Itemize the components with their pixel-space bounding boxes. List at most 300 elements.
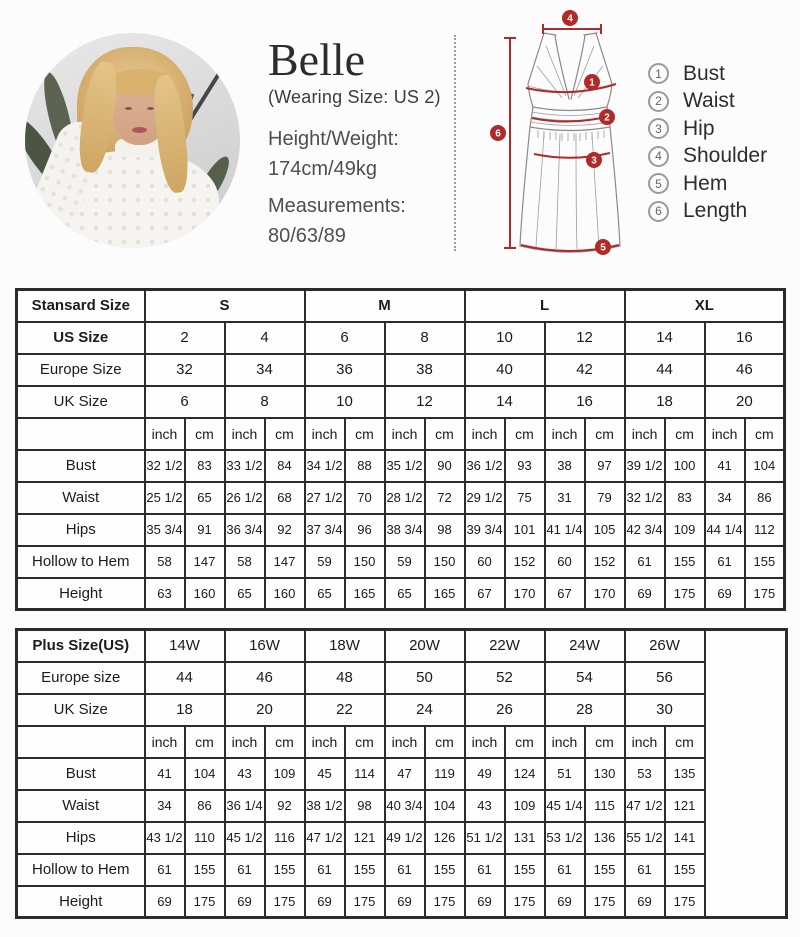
- measure-cell: 160: [185, 578, 225, 610]
- measure-cell: 61: [625, 546, 665, 578]
- table-row: [17, 546, 785, 578]
- measure-cell: 114: [345, 758, 385, 790]
- size-cell: 6: [145, 386, 225, 418]
- dotted-divider: [454, 35, 456, 251]
- measure-cell: 59: [305, 546, 345, 578]
- size-cell: 16: [705, 322, 785, 354]
- table-row: [17, 822, 787, 854]
- size-cell: 50: [385, 662, 465, 694]
- row-label: Hips: [17, 514, 145, 546]
- size-cell: 4: [225, 322, 305, 354]
- photo-model-eye: [125, 107, 132, 110]
- dress-measurement-diagram: [458, 6, 648, 270]
- size-cell: 44: [625, 354, 705, 386]
- table-row: [17, 578, 785, 610]
- unit-cell: cm: [345, 726, 385, 758]
- size-cell: 20: [705, 386, 785, 418]
- measure-cell: 155: [745, 546, 785, 578]
- measure-cell: 175: [425, 886, 465, 918]
- table-row: [17, 450, 785, 482]
- measure-cell: 41: [705, 450, 745, 482]
- measure-cell: 75: [505, 482, 545, 514]
- unit-cell: inch: [545, 418, 585, 450]
- measure-cell: 150: [345, 546, 385, 578]
- table-row: [17, 886, 787, 918]
- row-label: Hollow to Hem: [17, 546, 145, 578]
- measure-cell: 68: [265, 482, 305, 514]
- measure-cell: 43 1/2: [145, 822, 185, 854]
- measure-cell: 61: [305, 854, 345, 886]
- measure-cell: 34 1/2: [305, 450, 345, 482]
- size-cell: 10: [465, 322, 545, 354]
- size-cell: 20: [225, 694, 305, 726]
- measure-cell: 112: [745, 514, 785, 546]
- size-cell: 14: [465, 386, 545, 418]
- legend-item: [648, 198, 767, 226]
- table-row: [17, 694, 787, 726]
- unit-cell: inch: [385, 726, 425, 758]
- legend-item: [648, 115, 767, 143]
- unit-cell: inch: [625, 418, 665, 450]
- size-group-header: 18W: [305, 630, 385, 662]
- measure-cell: 38: [545, 450, 585, 482]
- measure-cell: 32 1/2: [145, 450, 185, 482]
- measure-cell: 69: [145, 886, 185, 918]
- unit-cell: cm: [585, 418, 625, 450]
- measure-cell: 37 3/4: [305, 514, 345, 546]
- measure-cell: 175: [505, 886, 545, 918]
- model-photo: [25, 33, 240, 248]
- measure-cell: 119: [425, 758, 465, 790]
- table-row: [17, 514, 785, 546]
- unit-cell: inch: [545, 726, 585, 758]
- measure-cell: 41: [145, 758, 185, 790]
- unit-cell: cm: [505, 726, 545, 758]
- legend-label: Waist: [683, 89, 735, 113]
- measure-cell: 109: [505, 790, 545, 822]
- measure-cell: 38 1/2: [305, 790, 345, 822]
- measure-cell: 65: [385, 578, 425, 610]
- table-row: [17, 354, 785, 386]
- legend-number-icon: 5: [648, 173, 669, 194]
- legend-number-icon: 1: [648, 63, 669, 84]
- measure-cell: 47: [385, 758, 425, 790]
- measure-cell: 51 1/2: [465, 822, 505, 854]
- measure-cell: 60: [465, 546, 505, 578]
- measure-cell: 110: [185, 822, 225, 854]
- unit-cell: cm: [585, 726, 625, 758]
- measure-cell: 28 1/2: [385, 482, 425, 514]
- measure-cell: 35 3/4: [145, 514, 185, 546]
- measure-cell: 104: [425, 790, 465, 822]
- measure-cell: 109: [665, 514, 705, 546]
- standard-size-title: Stansard Size: [17, 290, 145, 322]
- table-row: [17, 790, 787, 822]
- model-name: Belle: [268, 34, 366, 85]
- table-row: [17, 418, 785, 450]
- measure-cell: 31: [545, 482, 585, 514]
- size-cell: 12: [385, 386, 465, 418]
- measure-cell: 65: [225, 578, 265, 610]
- measure-cell: 61: [625, 854, 665, 886]
- measure-cell: 59: [385, 546, 425, 578]
- bust-marker-number: 1: [589, 77, 595, 89]
- measure-cell: 175: [745, 578, 785, 610]
- row-label: Waist: [17, 790, 145, 822]
- measure-cell: 53: [625, 758, 665, 790]
- measure-cell: 98: [345, 790, 385, 822]
- size-cell: 46: [705, 354, 785, 386]
- row-label: US Size: [17, 322, 145, 354]
- measure-cell: 65: [185, 482, 225, 514]
- measure-cell: 69: [225, 886, 265, 918]
- plus-size-title: Plus Size(US): [17, 630, 145, 662]
- legend-number-icon: 3: [648, 118, 669, 139]
- measure-cell: 39 3/4: [465, 514, 505, 546]
- size-group-header: 14W: [145, 630, 225, 662]
- measure-cell: 45: [305, 758, 345, 790]
- model-info: [268, 36, 453, 248]
- legend-number-icon: 6: [648, 201, 669, 222]
- measure-cell: 67: [465, 578, 505, 610]
- photo-model-lips: [132, 127, 147, 133]
- size-group-header: 22W: [465, 630, 545, 662]
- unit-cell: inch: [145, 726, 185, 758]
- measure-cell: 69: [305, 886, 345, 918]
- measure-cell: 69: [385, 886, 425, 918]
- hip-marker-number: 3: [591, 155, 597, 167]
- row-label: Europe size: [17, 662, 145, 694]
- table-row: [17, 482, 785, 514]
- measure-cell: 91: [185, 514, 225, 546]
- measure-cell: 155: [185, 854, 225, 886]
- size-cell: 14: [625, 322, 705, 354]
- unit-cell: inch: [465, 726, 505, 758]
- legend-label: Bust: [683, 61, 726, 85]
- measure-cell: 65: [305, 578, 345, 610]
- measure-cell: 63: [145, 578, 185, 610]
- measure-cell: 45 1/4: [545, 790, 585, 822]
- size-group-header: 20W: [385, 630, 465, 662]
- measure-cell: 104: [185, 758, 225, 790]
- photo-model-eye: [147, 107, 154, 110]
- measure-cell: 88: [345, 450, 385, 482]
- size-cell: 40: [465, 354, 545, 386]
- measure-cell: 43: [225, 758, 265, 790]
- wearing-size: (Wearing Size: US 2): [268, 87, 441, 107]
- measure-cell: 69: [705, 578, 745, 610]
- measure-cell: 84: [265, 450, 305, 482]
- measure-cell: 61: [145, 854, 185, 886]
- dress-sketch: [520, 33, 620, 252]
- size-cell: 36: [305, 354, 385, 386]
- measurements-label: Measurements:: [268, 195, 406, 217]
- measure-cell: 86: [185, 790, 225, 822]
- measure-cell: 70: [345, 482, 385, 514]
- size-cell: 26: [465, 694, 545, 726]
- measure-cell: 67: [545, 578, 585, 610]
- measure-cell: 165: [345, 578, 385, 610]
- measure-cell: 61: [385, 854, 425, 886]
- measure-cell: 160: [265, 578, 305, 610]
- empty-column: [705, 630, 787, 918]
- measure-cell: 175: [185, 886, 225, 918]
- measure-cell: 36 3/4: [225, 514, 265, 546]
- size-cell: 18: [625, 386, 705, 418]
- measure-cell: 58: [225, 546, 265, 578]
- unit-cell: cm: [345, 418, 385, 450]
- waist-marker-number: 2: [604, 112, 610, 124]
- row-label: Bust: [17, 758, 145, 790]
- legend-item: [648, 88, 767, 116]
- measure-cell: 61: [705, 546, 745, 578]
- measure-cell: 42 3/4: [625, 514, 665, 546]
- measure-cell: 155: [265, 854, 305, 886]
- measure-cell: 49 1/2: [385, 822, 425, 854]
- legend-item: [648, 143, 767, 171]
- size-cell: 24: [385, 694, 465, 726]
- measure-cell: 100: [665, 450, 705, 482]
- unit-cell: cm: [745, 418, 785, 450]
- unit-cell: inch: [385, 418, 425, 450]
- measure-cell: 69: [625, 886, 665, 918]
- table-row: [17, 322, 785, 354]
- unit-cell: cm: [665, 726, 705, 758]
- size-cell: 8: [385, 322, 465, 354]
- table-row: [17, 662, 787, 694]
- measure-cell: 39 1/2: [625, 450, 665, 482]
- measure-cell: 35 1/2: [385, 450, 425, 482]
- measure-cell: 92: [265, 790, 305, 822]
- unit-cell: cm: [265, 418, 305, 450]
- measure-cell: 34: [145, 790, 185, 822]
- row-label: Europe Size: [17, 354, 145, 386]
- measure-cell: 34: [705, 482, 745, 514]
- measure-cell: 36 1/4: [225, 790, 265, 822]
- measure-cell: 155: [585, 854, 625, 886]
- length-marker-number: 6: [495, 128, 501, 140]
- row-label: UK Size: [17, 694, 145, 726]
- measure-cell: 29 1/2: [465, 482, 505, 514]
- row-label: Height: [17, 886, 145, 918]
- measure-cell: 126: [425, 822, 465, 854]
- measure-cell: 44 1/4: [705, 514, 745, 546]
- unit-cell: inch: [145, 418, 185, 450]
- measure-cell: 47 1/2: [625, 790, 665, 822]
- measure-cell: 36 1/2: [465, 450, 505, 482]
- measure-cell: 175: [585, 886, 625, 918]
- measure-cell: 155: [345, 854, 385, 886]
- measure-cell: 47 1/2: [305, 822, 345, 854]
- size-cell: 2: [145, 322, 225, 354]
- measure-cell: 38 3/4: [385, 514, 425, 546]
- row-label: Waist: [17, 482, 145, 514]
- measure-cell: 49: [465, 758, 505, 790]
- measure-cell: 115: [585, 790, 625, 822]
- shoulder-marker-number: 4: [567, 13, 573, 25]
- size-cell: 16: [545, 386, 625, 418]
- standard-size-table: [15, 288, 786, 611]
- size-cell: 44: [145, 662, 225, 694]
- measure-cell: 147: [265, 546, 305, 578]
- measure-cell: 86: [745, 482, 785, 514]
- measure-cell: 79: [585, 482, 625, 514]
- unit-cell: inch: [465, 418, 505, 450]
- row-label: Hips: [17, 822, 145, 854]
- measure-cell: 152: [585, 546, 625, 578]
- measure-cell: 152: [505, 546, 545, 578]
- unit-cell: inch: [625, 726, 665, 758]
- measure-cell: 155: [665, 854, 705, 886]
- measure-cell: 98: [425, 514, 465, 546]
- measure-cell: 61: [465, 854, 505, 886]
- size-cell: 42: [545, 354, 625, 386]
- measure-cell: 96: [345, 514, 385, 546]
- measure-cell: 175: [345, 886, 385, 918]
- measure-cell: 130: [585, 758, 625, 790]
- measure-cell: 72: [425, 482, 465, 514]
- size-cell: 8: [225, 386, 305, 418]
- unit-cell: cm: [505, 418, 545, 450]
- size-cell: 56: [625, 662, 705, 694]
- measure-cell: 25 1/2: [145, 482, 185, 514]
- units-row-label: [17, 726, 145, 758]
- size-cell: 48: [305, 662, 385, 694]
- size-cell: 18: [145, 694, 225, 726]
- size-cell: 10: [305, 386, 385, 418]
- size-group-header: S: [145, 290, 305, 322]
- measure-cell: 101: [505, 514, 545, 546]
- measure-cell: 124: [505, 758, 545, 790]
- unit-cell: cm: [425, 726, 465, 758]
- size-cell: 46: [225, 662, 305, 694]
- measure-cell: 41 1/4: [545, 514, 585, 546]
- measure-cell: 32 1/2: [625, 482, 665, 514]
- size-cell: 22: [305, 694, 385, 726]
- table-row: [17, 290, 785, 322]
- measurements-value: 80/63/89: [268, 225, 346, 247]
- table-row: [17, 386, 785, 418]
- units-row-label: [17, 418, 145, 450]
- legend-item: [648, 60, 767, 88]
- hem-marker-number: 5: [600, 242, 606, 254]
- size-cell: 32: [145, 354, 225, 386]
- legend-label: Hem: [683, 171, 728, 195]
- measure-cell: 109: [265, 758, 305, 790]
- size-group-header: XL: [625, 290, 785, 322]
- measure-cell: 131: [505, 822, 545, 854]
- measure-cell: 175: [665, 886, 705, 918]
- unit-cell: inch: [705, 418, 745, 450]
- measure-cell: 155: [425, 854, 465, 886]
- measure-cell: 116: [265, 822, 305, 854]
- measure-cell: 53 1/2: [545, 822, 585, 854]
- unit-cell: inch: [225, 726, 265, 758]
- measure-cell: 45 1/2: [225, 822, 265, 854]
- measure-cell: 92: [265, 514, 305, 546]
- measure-cell: 135: [665, 758, 705, 790]
- measure-cell: 121: [665, 790, 705, 822]
- measure-cell: 150: [425, 546, 465, 578]
- unit-cell: cm: [665, 418, 705, 450]
- size-group-header: 26W: [625, 630, 705, 662]
- measure-cell: 40 3/4: [385, 790, 425, 822]
- row-label: UK Size: [17, 386, 145, 418]
- measure-cell: 175: [665, 578, 705, 610]
- size-cell: 6: [305, 322, 385, 354]
- measure-cell: 121: [345, 822, 385, 854]
- table-row: [17, 758, 787, 790]
- measure-cell: 136: [585, 822, 625, 854]
- unit-cell: cm: [185, 418, 225, 450]
- measure-cell: 93: [505, 450, 545, 482]
- measure-cell: 170: [585, 578, 625, 610]
- measure-cell: 147: [185, 546, 225, 578]
- plus-size-table: [15, 628, 788, 919]
- measure-cell: 51: [545, 758, 585, 790]
- size-group-header: M: [305, 290, 465, 322]
- unit-cell: inch: [305, 726, 345, 758]
- measurement-legend: [648, 60, 767, 225]
- size-group-header: 16W: [225, 630, 305, 662]
- measure-cell: 83: [185, 450, 225, 482]
- size-cell: 54: [545, 662, 625, 694]
- size-group-header: L: [465, 290, 625, 322]
- unit-cell: cm: [425, 418, 465, 450]
- legend-item: [648, 170, 767, 198]
- measure-cell: 155: [505, 854, 545, 886]
- measure-cell: 26 1/2: [225, 482, 265, 514]
- measure-cell: 105: [585, 514, 625, 546]
- row-label: Bust: [17, 450, 145, 482]
- size-cell: 34: [225, 354, 305, 386]
- measure-cell: 141: [665, 822, 705, 854]
- measure-cell: 90: [425, 450, 465, 482]
- size-group-header: 24W: [545, 630, 625, 662]
- unit-cell: cm: [265, 726, 305, 758]
- measure-cell: 69: [545, 886, 585, 918]
- table-row: [17, 726, 787, 758]
- measure-cell: 33 1/2: [225, 450, 265, 482]
- unit-cell: inch: [305, 418, 345, 450]
- legend-label: Shoulder: [683, 144, 768, 168]
- legend-number-icon: 4: [648, 146, 669, 167]
- measure-cell: 97: [585, 450, 625, 482]
- table-row: [17, 630, 787, 662]
- measure-cell: 55 1/2: [625, 822, 665, 854]
- measure-cell: 170: [505, 578, 545, 610]
- row-label: Hollow to Hem: [17, 854, 145, 886]
- unit-cell: cm: [185, 726, 225, 758]
- row-label: Height: [17, 578, 145, 610]
- size-cell: 52: [465, 662, 545, 694]
- measure-cell: 69: [625, 578, 665, 610]
- measure-cell: 61: [545, 854, 585, 886]
- measure-cell: 155: [665, 546, 705, 578]
- measure-cell: 69: [465, 886, 505, 918]
- legend-number-icon: 2: [648, 91, 669, 112]
- size-cell: 12: [545, 322, 625, 354]
- measure-cell: 83: [665, 482, 705, 514]
- height-weight-label: Height/Weight:: [268, 128, 399, 150]
- measure-cell: 27 1/2: [305, 482, 345, 514]
- size-cell: 38: [385, 354, 465, 386]
- height-weight-value: 174cm/49kg: [268, 158, 377, 180]
- size-cell: 28: [545, 694, 625, 726]
- legend-label: Length: [683, 199, 748, 223]
- measure-cell: 43: [465, 790, 505, 822]
- unit-cell: inch: [225, 418, 265, 450]
